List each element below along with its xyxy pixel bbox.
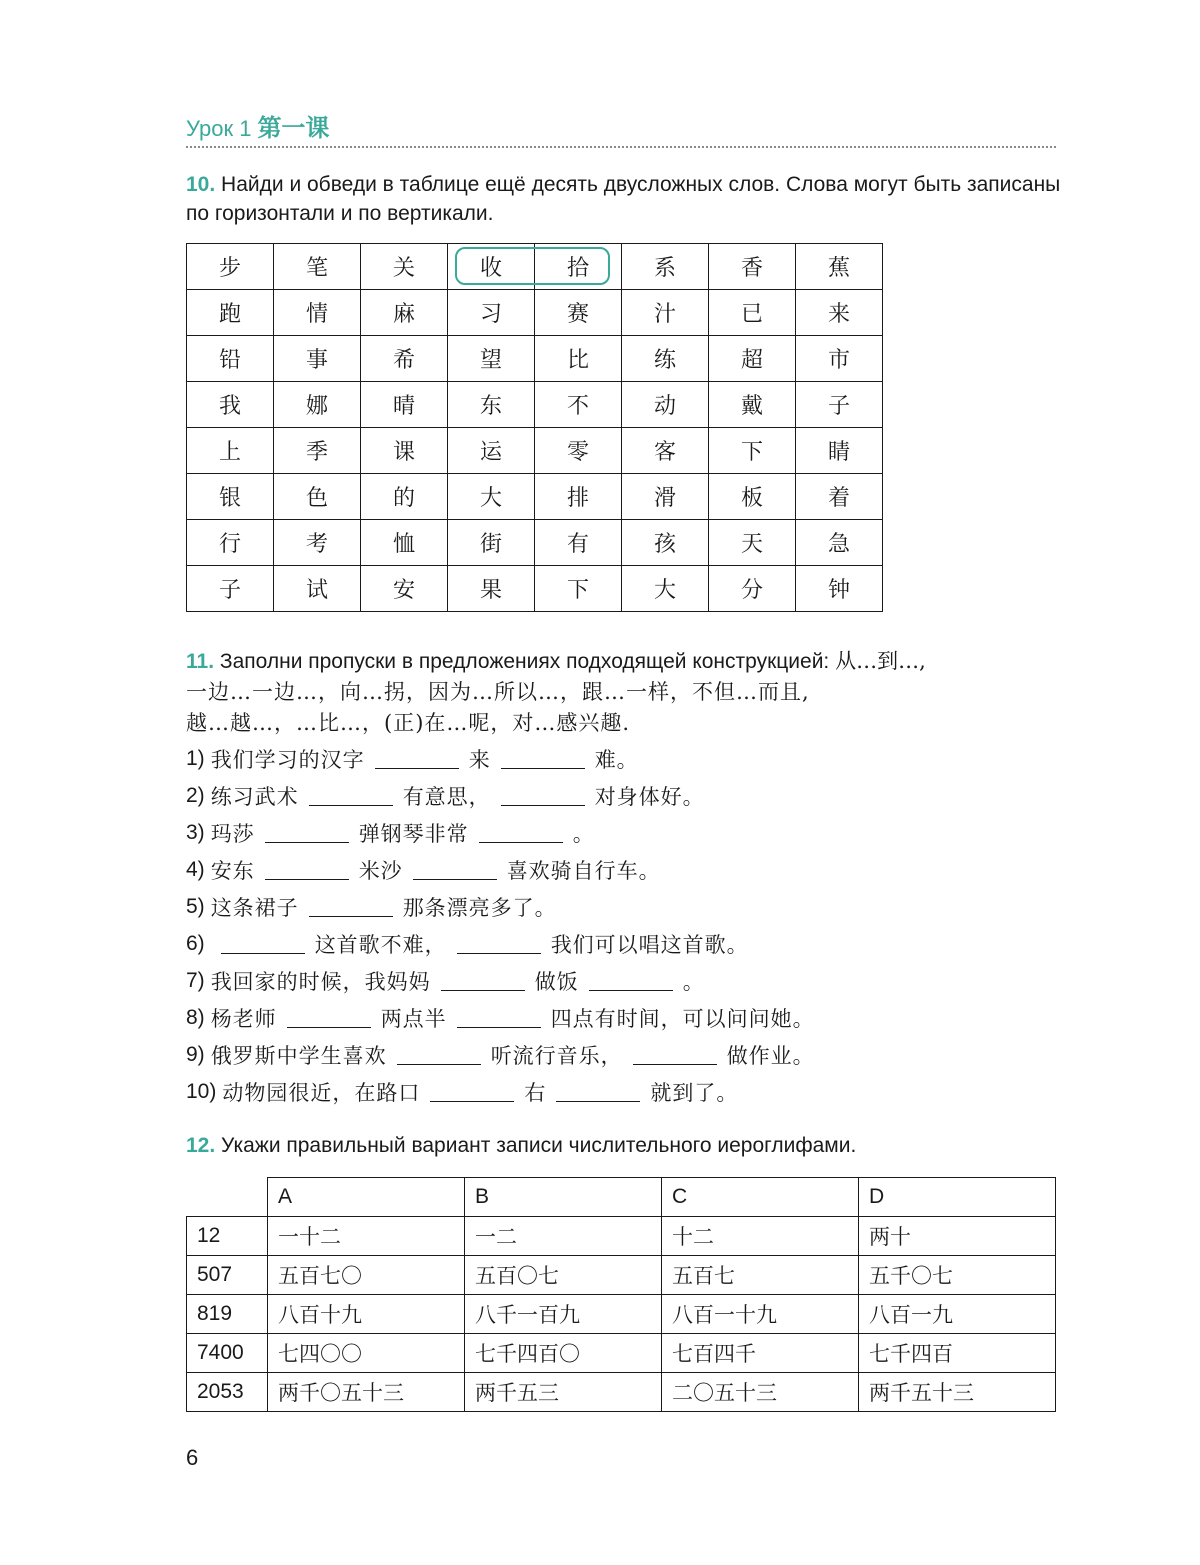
sentence-number: 5) [186, 894, 205, 918]
blank-field[interactable] [287, 1007, 371, 1028]
grid-cell[interactable]: 超 [709, 336, 796, 382]
sentence-segment: 四点有时间，可以问问她。 [550, 1006, 815, 1031]
grid-cell[interactable]: 比 [535, 336, 622, 382]
task-11-instruction [186, 646, 1061, 739]
task-11-text: Заполни пропуски в предложениях подходящей конструкцией: [219, 650, 836, 673]
grid-cell[interactable]: 果 [448, 566, 535, 612]
grid-cell[interactable]: 拾 [535, 244, 622, 290]
blank-field[interactable] [589, 970, 673, 991]
grid-cell[interactable]: 孩 [622, 520, 709, 566]
grid-cell[interactable]: 钟 [796, 566, 883, 612]
grid-cell[interactable]: 的 [361, 474, 448, 520]
grid-cell[interactable]: 收 [448, 244, 535, 290]
sentence-number: 3) [186, 820, 205, 844]
blank-field[interactable] [501, 785, 585, 806]
grid-cell[interactable]: 银 [187, 474, 274, 520]
numeral-option[interactable]: 七千四百 [859, 1334, 1056, 1373]
blank-field[interactable] [479, 822, 563, 843]
grid-cell[interactable]: 考 [274, 520, 361, 566]
sentence-segment: 喜欢骑自行车。 [506, 858, 661, 883]
sentence-segment: 对身体好。 [594, 784, 705, 809]
sentence-item [186, 740, 1056, 777]
task-12-instruction [186, 1131, 1061, 1160]
sentence-segment: 练习武术 [210, 784, 299, 809]
numeral-option[interactable]: 二〇五十三 [662, 1373, 859, 1412]
lesson-title-ru: Урок 1 [186, 116, 252, 141]
numeral-option[interactable]: 两十 [859, 1217, 1056, 1256]
sentence-segment: 米沙 [358, 858, 403, 883]
sentence-segment: 俄罗斯中学生喜欢 [210, 1043, 387, 1068]
blank-field[interactable] [457, 1007, 541, 1028]
sentence-segment: 玛莎 [210, 821, 255, 846]
sentence-segment: 来 [468, 747, 491, 772]
sentence-number: 10) [186, 1079, 217, 1103]
sentence-number: 6) [186, 931, 205, 955]
blank-field[interactable] [441, 970, 525, 991]
grid-cell[interactable]: 来 [796, 290, 883, 336]
numeral-table-header [187, 1178, 1056, 1217]
sentence-item [186, 1073, 1056, 1110]
grid-cell[interactable]: 笔 [274, 244, 361, 290]
grid-cell[interactable]: 大 [448, 474, 535, 520]
grid-cell[interactable]: 上 [187, 428, 274, 474]
grid-cell[interactable]: 着 [796, 474, 883, 520]
grid-cell[interactable]: 香 [709, 244, 796, 290]
numeral-option[interactable]: 八百十九 [268, 1295, 465, 1334]
grid-cell[interactable]: 滑 [622, 474, 709, 520]
grid-cell[interactable]: 赛 [535, 290, 622, 336]
grid-cell[interactable]: 情 [274, 290, 361, 336]
sentence-segment: 做饭 [534, 969, 579, 994]
grid-cell[interactable]: 运 [448, 428, 535, 474]
blank-field[interactable] [556, 1081, 640, 1102]
blank-field[interactable] [397, 1044, 481, 1065]
task-11-number: 11. [186, 650, 215, 673]
numeral-value: 819 [187, 1295, 268, 1334]
numeral-row [187, 1334, 1056, 1373]
blank-field[interactable] [309, 896, 393, 917]
option-header: B [465, 1178, 662, 1217]
numeral-option[interactable]: 八百一九 [859, 1295, 1056, 1334]
sentence-list [186, 740, 1056, 1110]
numeral-option[interactable]: 八百一十九 [662, 1295, 859, 1334]
task-11-constructions-3: 越…越…，…比…，(正)在…呢，对…感兴趣. [186, 711, 631, 735]
grid-row [187, 290, 883, 336]
numeral-row [187, 1256, 1056, 1295]
grid-cell[interactable]: 恤 [361, 520, 448, 566]
numeral-option[interactable]: 七四〇〇 [268, 1334, 465, 1373]
grid-cell[interactable]: 行 [187, 520, 274, 566]
sentence-item [186, 962, 1056, 999]
numeral-option[interactable]: 两千五十三 [859, 1373, 1056, 1412]
numeral-option[interactable]: 五百七〇 [268, 1256, 465, 1295]
sentence-segment: 。 [572, 821, 595, 846]
blank-field[interactable] [221, 933, 305, 954]
grid-row [187, 520, 883, 566]
grid-cell[interactable]: 事 [274, 336, 361, 382]
grid-cell[interactable]: 课 [361, 428, 448, 474]
blank-field[interactable] [633, 1044, 717, 1065]
numeral-options-table [186, 1177, 1056, 1412]
grid-cell[interactable]: 汁 [622, 290, 709, 336]
grid-row [187, 428, 883, 474]
sentence-segment: 听流行音乐， [490, 1043, 623, 1068]
grid-cell[interactable]: 安 [361, 566, 448, 612]
grid-cell[interactable]: 已 [709, 290, 796, 336]
grid-cell[interactable]: 天 [709, 520, 796, 566]
header-corner [187, 1178, 268, 1217]
grid-row [187, 566, 883, 612]
grid-cell[interactable]: 我 [187, 382, 274, 428]
grid-cell[interactable]: 客 [622, 428, 709, 474]
grid-cell[interactable]: 不 [535, 382, 622, 428]
grid-row [187, 474, 883, 520]
blank-field[interactable] [309, 785, 393, 806]
numeral-option[interactable]: 八千一百九 [465, 1295, 662, 1334]
sentence-number: 7) [186, 968, 205, 992]
example-circle-shoushi [455, 247, 610, 285]
grid-cell[interactable]: 娜 [274, 382, 361, 428]
sentence-item [186, 999, 1056, 1036]
grid-cell[interactable]: 街 [448, 520, 535, 566]
sentence-segment: 安东 [210, 858, 255, 883]
blank-field[interactable] [265, 859, 349, 880]
sentence-number: 8) [186, 1005, 205, 1029]
task-12-number: 12. [186, 1134, 216, 1157]
grid-cell[interactable]: 零 [535, 428, 622, 474]
numeral-value: 7400 [187, 1334, 268, 1373]
task-11-constructions-1: 从…到…, [835, 649, 926, 673]
sentence-item [186, 925, 1056, 962]
numeral-option[interactable]: 十二 [662, 1217, 859, 1256]
grid-cell[interactable]: 睛 [796, 428, 883, 474]
blank-field[interactable] [265, 822, 349, 843]
numeral-option[interactable]: 一二 [465, 1217, 662, 1256]
numeral-row [187, 1217, 1056, 1256]
sentence-segment: 杨老师 [210, 1006, 277, 1031]
sentence-number: 4) [186, 857, 205, 881]
blank-field[interactable] [457, 933, 541, 954]
task-11-constructions-2: 一边…一边…，向…拐，因为…所以…，跟…一样，不但…而且, [186, 680, 810, 704]
sentence-number: 1) [186, 746, 205, 770]
sentence-segment: 弹钢琴非常 [358, 821, 469, 846]
grid-cell[interactable]: 有 [535, 520, 622, 566]
blank-field[interactable] [413, 859, 497, 880]
sentence-number: 9) [186, 1042, 205, 1066]
blank-field[interactable] [430, 1081, 514, 1102]
grid-cell[interactable]: 望 [448, 336, 535, 382]
sentence-segment: 这条裙子 [210, 895, 299, 920]
grid-cell[interactable]: 排 [535, 474, 622, 520]
grid-cell[interactable]: 戴 [709, 382, 796, 428]
numeral-value: 2053 [187, 1373, 268, 1412]
grid-cell[interactable]: 板 [709, 474, 796, 520]
grid-cell[interactable]: 分 [709, 566, 796, 612]
numeral-option[interactable]: 两千〇五十三 [268, 1373, 465, 1412]
grid-cell[interactable]: 东 [448, 382, 535, 428]
numeral-option[interactable]: 七百四千 [662, 1334, 859, 1373]
numeral-value: 12 [187, 1217, 268, 1256]
option-header: A [268, 1178, 465, 1217]
option-header: D [859, 1178, 1056, 1217]
grid-cell[interactable]: 季 [274, 428, 361, 474]
grid-cell[interactable]: 步 [187, 244, 274, 290]
sentence-segment: 我回家的时候，我妈妈 [210, 969, 431, 994]
numeral-row [187, 1373, 1056, 1412]
sentence-item [186, 814, 1056, 851]
blank-field[interactable] [375, 748, 459, 769]
grid-cell[interactable]: 晴 [361, 382, 448, 428]
grid-cell[interactable]: 大 [622, 566, 709, 612]
blank-field[interactable] [501, 748, 585, 769]
sentence-segment: 有意思， [402, 784, 491, 809]
sentence-segment: 那条漂亮多了。 [402, 895, 557, 920]
lesson-title-zh: 第一课 [257, 114, 330, 142]
grid-cell[interactable]: 下 [709, 428, 796, 474]
grid-cell[interactable]: 关 [361, 244, 448, 290]
grid-cell[interactable]: 练 [622, 336, 709, 382]
numeral-option[interactable]: 五百〇七 [465, 1256, 662, 1295]
grid-cell[interactable]: 市 [796, 336, 883, 382]
grid-cell[interactable]: 动 [622, 382, 709, 428]
task-12-text: Укажи правильный вариант записи числительного иероглифами. [221, 1134, 857, 1157]
task-10-number: 10. [186, 173, 216, 196]
numeral-row [187, 1295, 1056, 1334]
page-number: 6 [186, 1445, 199, 1470]
sentence-number: 2) [186, 783, 205, 807]
grid-cell[interactable]: 系 [622, 244, 709, 290]
grid-cell[interactable]: 子 [796, 382, 883, 428]
grid-cell[interactable]: 跑 [187, 290, 274, 336]
grid-cell[interactable]: 下 [535, 566, 622, 612]
sentence-segment: 我们学习的汉字 [210, 747, 365, 772]
sentence-segment: 做作业。 [726, 1043, 815, 1068]
grid-cell[interactable]: 习 [448, 290, 535, 336]
numeral-option[interactable]: 七千四百〇 [465, 1334, 662, 1373]
task-10-instruction [186, 170, 1061, 228]
sentence-segment: 我们可以唱这首歌。 [550, 932, 749, 957]
sentence-segment: 这首歌不难， [314, 932, 447, 957]
grid-cell[interactable]: 希 [361, 336, 448, 382]
sentence-item [186, 888, 1056, 925]
grid-cell[interactable]: 麻 [361, 290, 448, 336]
sentence-segment: 动物园很近，在路口 [222, 1080, 421, 1105]
grid-row [187, 336, 883, 382]
sentence-segment: 右 [524, 1080, 547, 1105]
numeral-option[interactable]: 五千〇七 [859, 1256, 1056, 1295]
sentence-item [186, 1036, 1056, 1073]
sentence-segment: 两点半 [380, 1006, 447, 1031]
numeral-option[interactable]: 五百七 [662, 1256, 859, 1295]
grid-cell[interactable]: 铅 [187, 336, 274, 382]
numeral-option[interactable]: 两千五三 [465, 1373, 662, 1412]
sentence-segment: 就到了。 [650, 1080, 739, 1105]
task-10-text: Найди и обведи в таблице ещё десять двусложных слов. Слова могут быть записаны по горизонтали и по вертикали. [186, 173, 1061, 225]
option-header: C [662, 1178, 859, 1217]
grid-row [187, 382, 883, 428]
grid-cell[interactable]: 急 [796, 520, 883, 566]
grid-cell[interactable]: 蕉 [796, 244, 883, 290]
grid-cell[interactable]: 子 [187, 566, 274, 612]
sentence-segment: 难。 [594, 747, 639, 772]
lesson-header [186, 108, 1056, 148]
numeral-value: 507 [187, 1256, 268, 1295]
grid-cell[interactable]: 试 [274, 566, 361, 612]
numeral-option[interactable]: 一十二 [268, 1217, 465, 1256]
character-grid [186, 243, 883, 612]
sentence-item [186, 851, 1056, 888]
grid-cell[interactable]: 色 [274, 474, 361, 520]
sentence-item [186, 777, 1056, 814]
sentence-segment: 。 [682, 969, 705, 994]
